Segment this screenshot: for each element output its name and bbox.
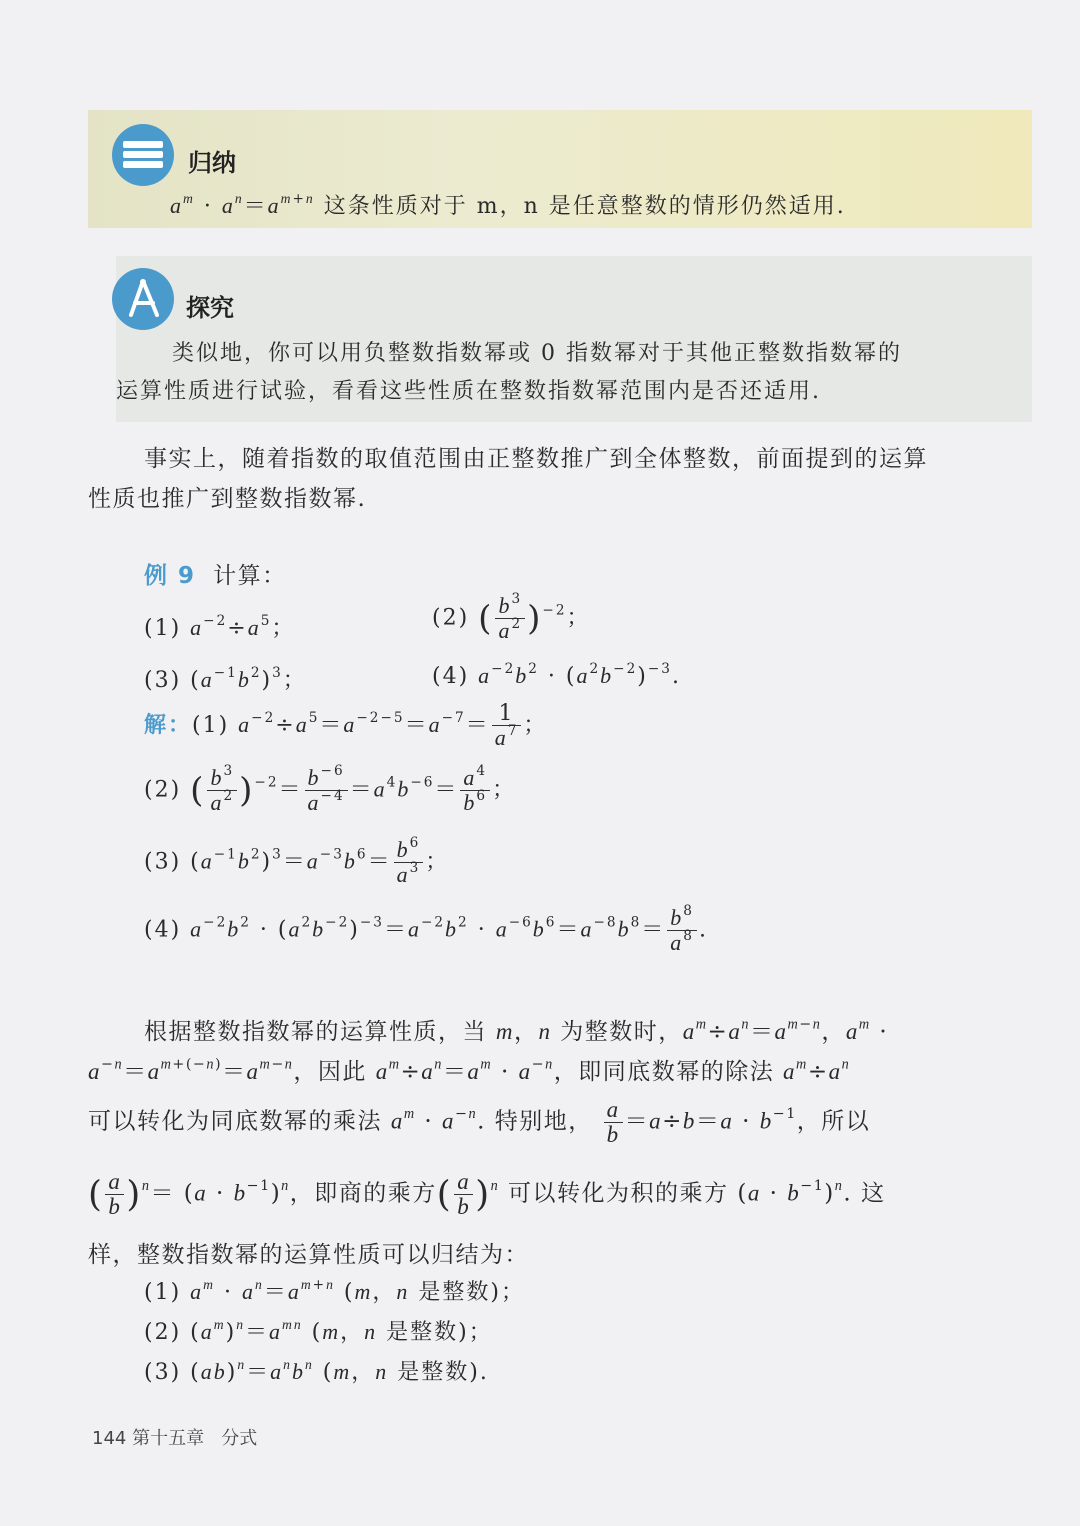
para-line4: ( $\frac{a}{b}$ )$^n= (a \cdot b^{-1})^n$，即商的乘方( $\frac{a}{b}$ )$^n$ 可以转化为积的乘方 $(a \cdot b^{-1})^n$. 这	[88, 1169, 886, 1220]
rule-2: (2) $(a^m)^n=a^{mn}$ (m，n 是整数)；	[144, 1316, 493, 1345]
para-line2: $a^{-n}=a^{m+(-n)}=a^{m-n}$，因此 $a^m\div a^n=a^m \cdot a^{-n}$，即同底数幂的除法 $a^m\div a^n$	[88, 1056, 851, 1085]
para-line3: 可以转化为同底数幂的乘法 $a^m \cdot a^{-n}$. 特别地， $\frac{a}{b}$ $=a\div b=a \cdot b^{-1}$，所以	[88, 1097, 871, 1148]
rule-1: (1) $a^m \cdot a^n=a^{m+n}$ (m，n 是整数)；	[144, 1276, 525, 1305]
fact-line2: 性质也推广到整数指数幂.	[88, 486, 367, 512]
explore-line1: 类似地，你可以用负整数指数幂或 0 指数幂对于其他正整数指数幂的	[172, 341, 902, 366]
induct-text: $a^m \cdot a^n=a^{m+n}$ 这条性质对于 m，n 是任意整数的情形仍然适用.	[170, 190, 846, 219]
rule-3: (3) $(ab)^n=a^nb^n$ (m，n 是整数).	[144, 1356, 489, 1385]
compass-icon	[112, 268, 174, 330]
page-number: 144	[92, 1428, 127, 1449]
solution-2: (2) ( $\frac{b^3}{a^2}$ )$^{-2}$＝ $\frac{b^{-6}}{a^{-4}}$ $=a^4b^{-6}=$ $\frac{a^4}{b^6}$ ；	[144, 762, 517, 816]
para-line1: 根据整数指数幂的运算性质，当 m，n 为整数时，$a^m\div a^n=a^{m-n}$，$a^m$ ·	[144, 1016, 889, 1045]
solution-4: (4) $a^{-2}b^2 \cdot (a^2b^{-2})^{-3}=a^{-2}b^2 \cdot a^{-6}b^6=a^{-8}b^8=$ $\frac{b^8}{a^8}$ .	[144, 902, 708, 956]
chapter-label: 第十五章	[132, 1428, 205, 1449]
chapter-title: 分式	[221, 1428, 258, 1449]
example-heading: 例 9 计算：	[144, 563, 287, 589]
problem-4: (4) $a^{-2}b^2 \cdot (a^2b^{-2})^{-3}$.	[432, 660, 681, 689]
problem-1: (1) $a^{-2}\div a^5$；	[144, 612, 296, 641]
fact-line1: 事实上，随着指数的取值范围由正整数推广到全体整数，前面提到的运算	[144, 446, 928, 472]
explore-heading: 探究	[186, 294, 234, 322]
induct-heading: 归纳	[188, 149, 236, 177]
problem-3: (3) $(a^{-1}b^2)^3$；	[144, 664, 307, 693]
problem-2: (2) ( $\frac{b^3}{a^2}$ )$^{-2}$；	[432, 590, 591, 644]
explore-line2: 运算性质进行试验，看看这些性质在整数指数幂范围内是否还适用.	[116, 379, 821, 404]
solution-1: 解：(1) $a^{-2}\div a^5=a^{-2-5}=a^{-7}=$ $\frac{1}{a^7}$ ；	[144, 701, 548, 751]
page-footer	[92, 1424, 257, 1450]
books-icon	[112, 124, 174, 186]
para-line5: 样，整数指数幂的运算性质可以归结为：	[88, 1242, 529, 1268]
solution-3: (3) $(a^{-1}b^2)^3=a^{-3}b^6=$ $\frac{b^6}{a^3}$ ；	[144, 834, 450, 888]
